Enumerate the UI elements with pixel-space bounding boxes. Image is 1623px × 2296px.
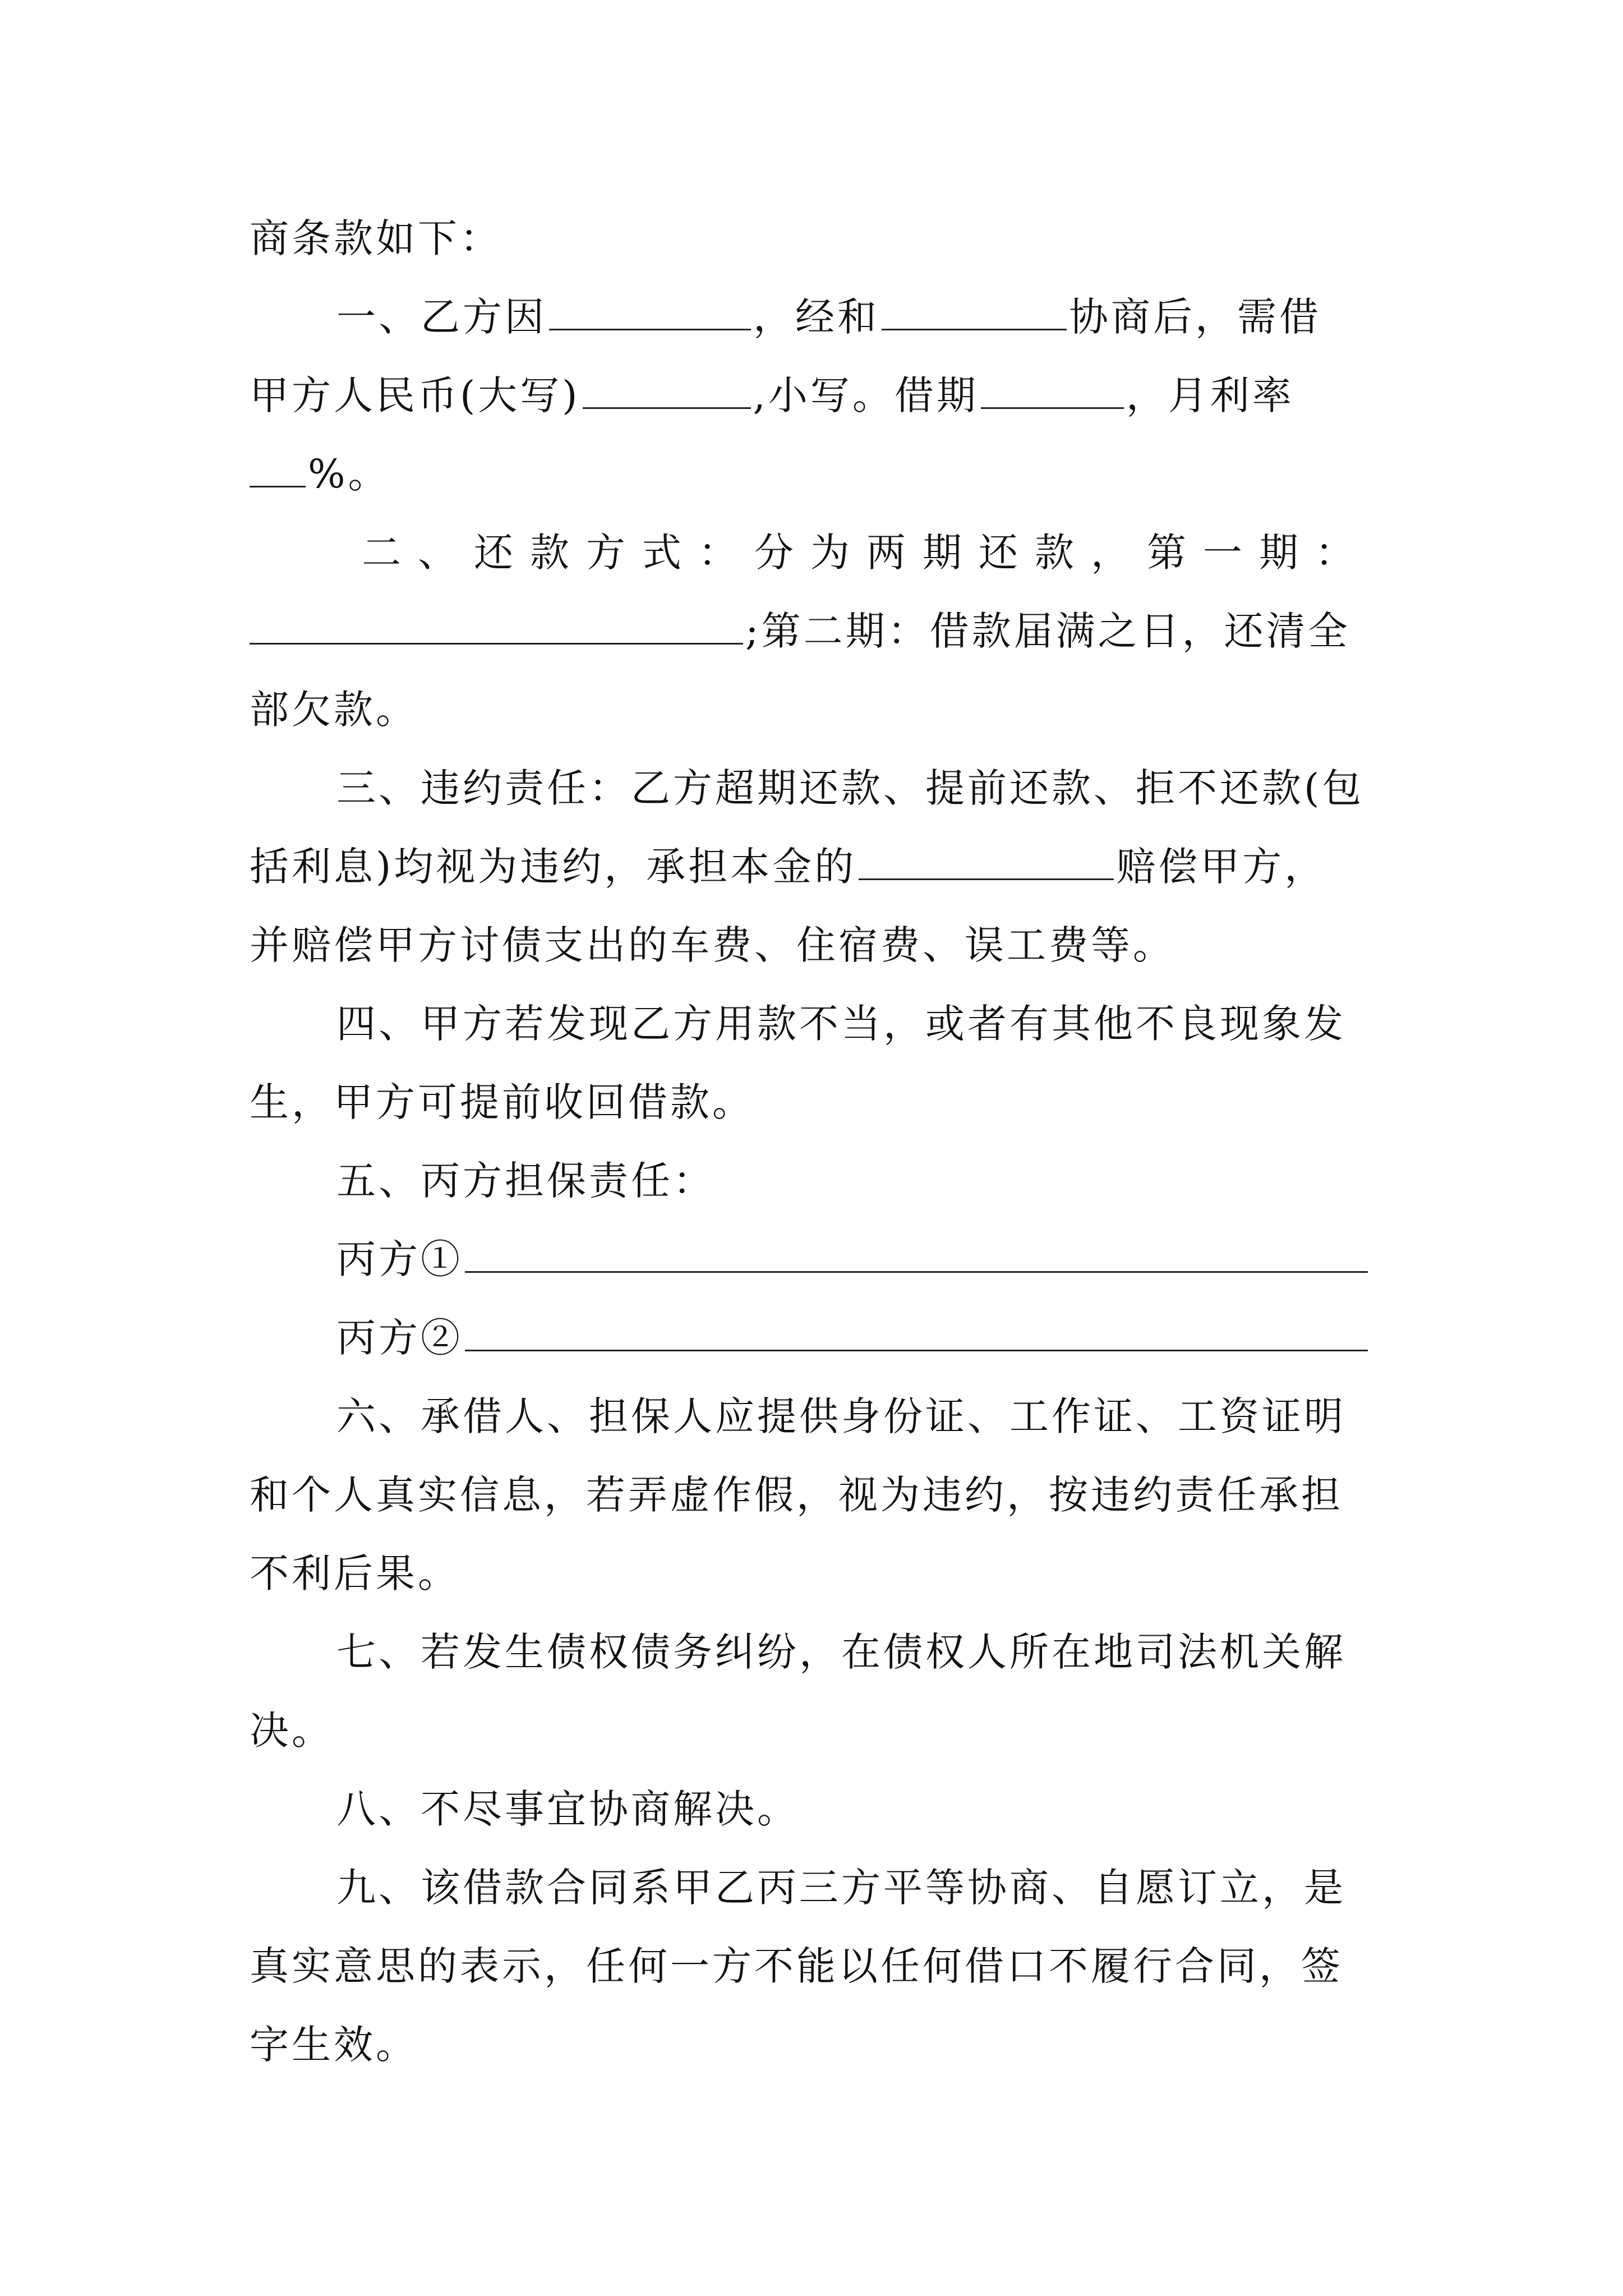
text: 决。 (250, 1708, 334, 1754)
text: 三、违约责任：乙方超期还款、提前还款、拒不还款(包 (336, 765, 1364, 811)
clause-6-line-1 (336, 1391, 1394, 1442)
blank-field[interactable] (549, 298, 751, 330)
text: 和个人真实信息，若弄虚作假，视为违约，按违约责任承担 (250, 1472, 1343, 1518)
text: 字生效。 (250, 2022, 418, 2068)
clause-4-line-1 (336, 999, 1394, 1049)
text: 八、不尽事宜协商解决。 (336, 1786, 799, 1832)
text: 二、还款方式：分为两期还款，第一期： (362, 530, 1371, 576)
text: 丙方① (336, 1236, 463, 1282)
guarantor-2-field[interactable] (465, 1319, 1368, 1351)
text: ,小写。借期 (753, 372, 979, 418)
clause-3-line-3 (250, 920, 1394, 970)
blank-field[interactable] (583, 376, 751, 409)
text: ，经和 (753, 294, 879, 340)
clause-1-line-2 (250, 370, 1394, 421)
clause-2-line-2 (250, 606, 1394, 656)
clause-5-heading (336, 1156, 1394, 1206)
text: 丙方② (336, 1315, 463, 1361)
text: 生，甲方可提前收回借款。 (250, 1079, 754, 1125)
text: 四、甲方若发现乙方用款不当，或者有其他不良现象发 (336, 1001, 1346, 1047)
clause-4-line-2 (250, 1077, 1394, 1128)
clause-2-line-1 (362, 527, 1394, 578)
text: 赔偿甲方， (1116, 844, 1327, 890)
blank-field[interactable] (250, 612, 743, 645)
clause-6-line-3 (250, 1548, 1394, 1599)
text: 九、该借款合同系甲乙丙三方平等协商、自愿订立，是 (336, 1865, 1346, 1911)
guarantor-1-field[interactable] (465, 1240, 1368, 1273)
text: 商条款如下： (250, 215, 502, 261)
blank-field[interactable] (250, 455, 306, 487)
blank-field[interactable] (981, 376, 1124, 409)
text: 协商后，需借 (1069, 294, 1321, 340)
clause-1-line-1 (336, 292, 1394, 342)
text: ;第二期：借款届满之日，还清全 (745, 608, 1350, 654)
clause-9-line-2 (250, 1941, 1394, 1991)
text: 五、丙方担保责任： (336, 1158, 715, 1204)
blank-field[interactable] (882, 298, 1067, 330)
text: 一、乙方因 (336, 294, 547, 340)
text: 真实意思的表示，任何一方不能以任何借口不履行合同，签 (250, 1943, 1343, 1989)
clause-8-line (336, 1784, 1394, 1834)
text: 六、承借人、担保人应提供身份证、工作证、工资证明 (336, 1393, 1346, 1439)
guarantor-1-line (336, 1234, 1394, 1285)
text: 并赔偿甲方讨债支出的车费、住宿费、误工费等。 (250, 922, 1175, 968)
text: ，月利率 (1126, 372, 1294, 418)
text: 七、若发生债权债务纠纷，在债权人所在地司法机关解 (336, 1629, 1346, 1675)
clause-9-line-3 (250, 2019, 1394, 2070)
text-line (250, 213, 1394, 264)
clause-3-line-2 (250, 841, 1394, 892)
text: 括利息)均视为违约，承担本金的 (250, 844, 857, 890)
text: 不利后果。 (250, 1550, 460, 1596)
guarantor-2-line (336, 1313, 1394, 1363)
text: 甲方人民币(大写) (250, 372, 580, 418)
clause-7-line-1 (336, 1627, 1394, 1677)
clause-1-line-3 (250, 449, 1394, 499)
clause-7-line-2 (250, 1705, 1394, 1756)
blank-field[interactable] (859, 848, 1114, 880)
text: %。 (308, 451, 390, 497)
text: 部欠款。 (250, 687, 418, 733)
clause-3-line-1 (336, 763, 1394, 813)
clause-2-line-3 (250, 684, 1394, 735)
clause-6-line-2 (250, 1470, 1394, 1520)
clause-9-line-1 (336, 1862, 1394, 1913)
